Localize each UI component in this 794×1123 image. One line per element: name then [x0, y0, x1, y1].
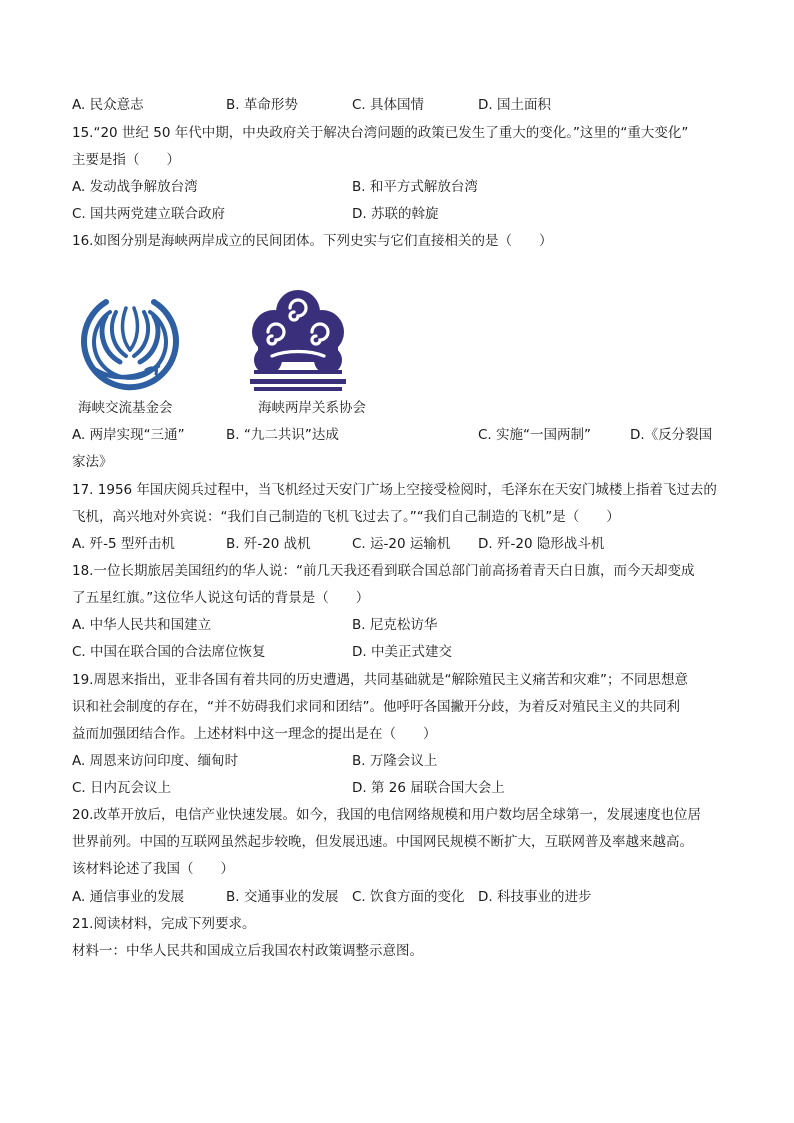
q20-option-b: B. 交通事业的发展 — [226, 889, 339, 905]
q18-option-a: A. 中华人民共和国建立 — [72, 617, 212, 633]
q18-option-d: D. 中美正式建交 — [352, 644, 452, 660]
q19-stem-line-3: 益而加强团结合作。上述材料中这一理念的提出是在（ ） — [72, 726, 437, 742]
q21-stem: 21.阅读材料，完成下列要求。 — [72, 916, 256, 932]
q19-stem-line-1: 19.周恩来指出，亚非各国有着共同的历史遭遇，共同基础就是“解除殖民主义痛苦和灾难”；不同思想意 — [72, 672, 688, 688]
q19-option-a: A. 周恩来访问印度、缅甸时 — [72, 753, 239, 769]
q20-stem-line-1: 20.改革开放后，电信产业快速发展。如今，我国的电信网络规模和用户数均居全球第一，发展速度也位居 — [72, 807, 701, 823]
q15-option-d: D. 苏联的斡旋 — [352, 206, 439, 222]
q16-option-d-cont: 家法》 — [72, 454, 113, 470]
q14-option-c: C. 具体国情 — [352, 97, 425, 113]
q19-option-b: B. 万隆会议上 — [352, 753, 438, 769]
q21-material-1: 材料一：中华人民共和国成立后我国农村政策调整示意图。 — [72, 943, 423, 959]
q17-stem-line-1: 17. 1956 年国庆阅兵过程中，当飞机经过天安门广场上空接受检阅时，毛泽东在天安门城楼上指着飞过去的 — [72, 482, 717, 498]
q15-option-b: B. 和平方式解放台湾 — [352, 179, 478, 195]
q18-option-b: B. 尼克松访华 — [352, 617, 438, 633]
q17-option-d: D. 歼-20 隐形战斗机 — [478, 536, 605, 552]
q16-option-b: B. “九二共识”达成 — [226, 427, 339, 443]
q15-stem-line-2: 主要是指（ ） — [72, 152, 180, 168]
q19-option-c: C. 日内瓦会议上 — [72, 780, 172, 796]
q19-option-d: D. 第 26 届联合国大会上 — [352, 780, 505, 796]
q16-stem: 16.如图分别是海峡两岸成立的民间团体。下列史实与它们直接相关的是（ ） — [72, 233, 553, 249]
q17-option-a: A. 歼-5 型歼击机 — [72, 536, 175, 552]
q16-option-c: C. 实施“一国两制” — [478, 427, 591, 443]
q19-stem-line-2: 识和社会制度的存在，“并不妨碍我们求同和团结”。他呼吁各国撇开分歧，为着反对殖民主义的共同利 — [72, 699, 680, 715]
q17-option-b: B. 歼-20 战机 — [226, 536, 311, 552]
q14-option-b: B. 革命形势 — [226, 97, 298, 113]
q18-option-c: C. 中国在联合国的合法席位恢复 — [72, 644, 266, 660]
q15-option-a: A. 发动战争解放台湾 — [72, 179, 198, 195]
q20-option-c: C. 饮食方面的变化 — [352, 889, 465, 905]
q15-option-c: C. 国共两党建立联合政府 — [72, 206, 226, 222]
q20-option-a: A. 通信事业的发展 — [72, 889, 185, 905]
q16-option-a: A. 两岸实现“三通” — [72, 427, 185, 443]
q18-stem-line-2: 了五星红旗。”这位华人说这句话的背景是（ ） — [72, 590, 370, 606]
q20-stem-line-3: 该材料论述了我国（ ） — [72, 861, 234, 877]
q20-option-d: D. 科技事业的进步 — [478, 889, 592, 905]
q17-option-c: C. 运-20 运输机 — [352, 536, 451, 552]
q17-stem-line-2: 飞机，高兴地对外宾说：“我们自己制造的飞机飞过去了。”“我们自己制造的飞机”是（ ） — [72, 509, 620, 525]
arats-caption: 海峡两岸关系协会 — [258, 400, 366, 416]
q14-option-d: D. 国土面积 — [478, 97, 551, 113]
q14-option-a: A. 民众意志 — [72, 97, 144, 113]
q16-option-d: D.《反分裂国 — [630, 427, 713, 443]
sef-caption: 海峡交流基金会 — [78, 400, 173, 416]
q18-stem-line-1: 18.一位长期旅居美国纽约的华人说：“前几天我还看到联合国总部门前高扬着青天白日旗，而今天却变成 — [72, 563, 695, 579]
sef-logo-icon — [76, 290, 184, 392]
q15-stem-line-1: 15.“20 世纪 50 年代中期，中央政府关于解决台湾问题的政策已发生了重大的变化。”这里的“重大变化” — [72, 125, 689, 141]
q20-stem-line-2: 世界前列。中国的互联网虽然起步较晚，但发展迅速。中国网民规模不断扩大，互联网普及率越来越高。 — [72, 834, 693, 850]
arats-logo-icon — [246, 288, 350, 392]
